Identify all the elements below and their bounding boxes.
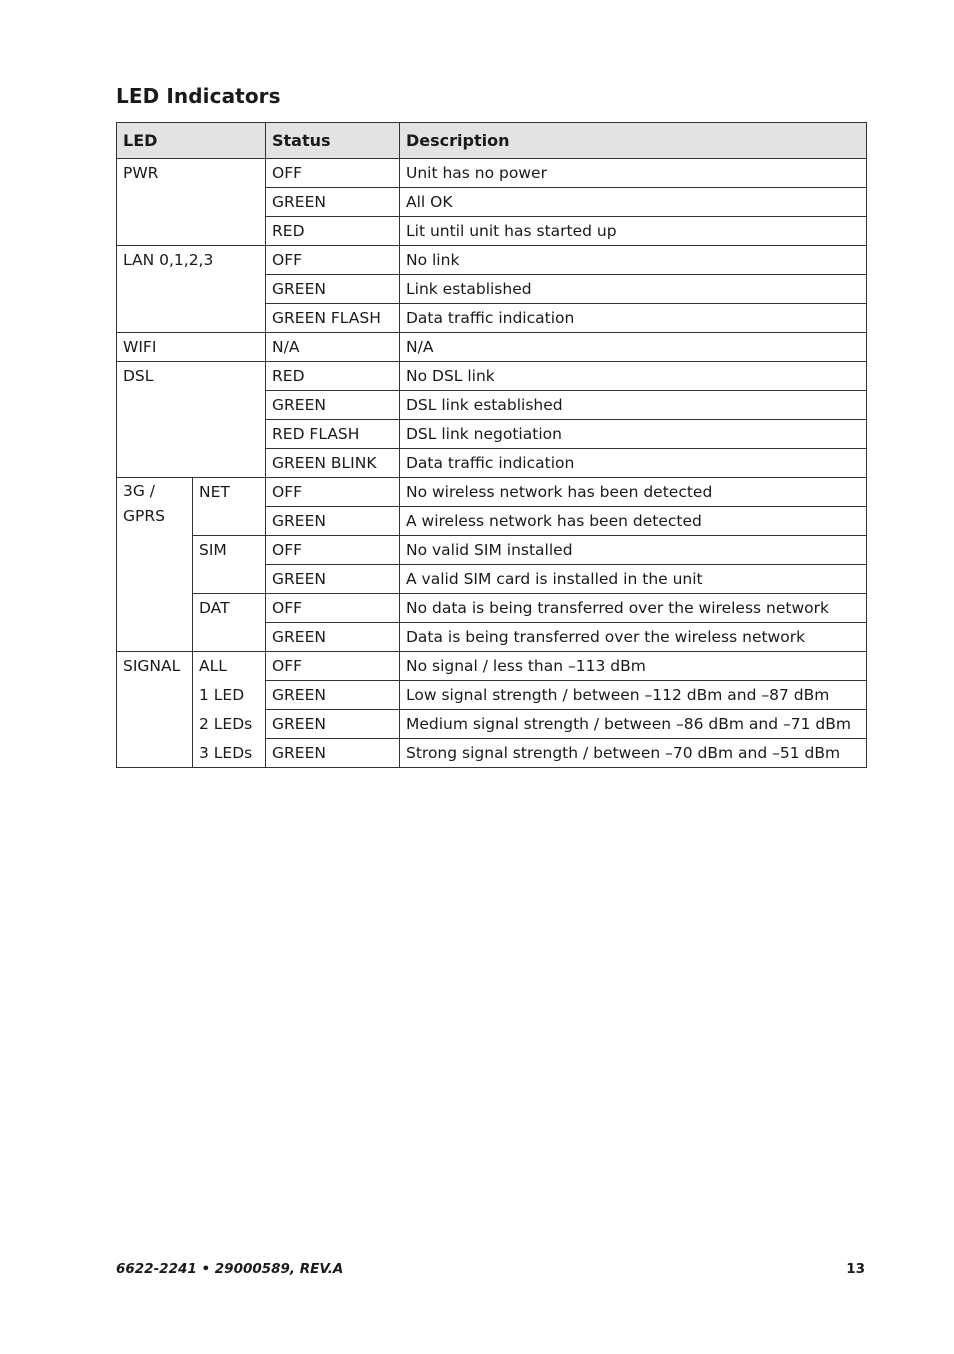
footer-page-number: 13 xyxy=(846,1261,865,1277)
page-title: LED Indicators xyxy=(116,84,281,108)
description-cell: DSL link established xyxy=(400,391,867,420)
sub-led-net: NET xyxy=(193,478,266,536)
sub-led-sim: SIM xyxy=(193,536,266,594)
description-cell: No DSL link xyxy=(400,362,867,391)
description-cell: Link established xyxy=(400,275,867,304)
status-cell: OFF xyxy=(266,159,400,188)
status-cell: N/A xyxy=(266,333,400,362)
table-header-row xyxy=(117,123,867,159)
status-cell: RED FLASH xyxy=(266,420,400,449)
table-row xyxy=(117,246,867,275)
status-cell: OFF xyxy=(266,536,400,565)
description-cell: No valid SIM installed xyxy=(400,536,867,565)
status-cell: GREEN xyxy=(266,565,400,594)
led-name-lan: LAN 0,1,2,3 xyxy=(117,246,266,333)
status-cell: GREEN xyxy=(266,275,400,304)
description-cell: Unit has no power xyxy=(400,159,867,188)
led-name-signal: SIGNAL xyxy=(117,652,193,768)
led-name-pwr: PWR xyxy=(117,159,266,246)
led-name-dsl: DSL xyxy=(117,362,266,478)
sub-led-signal: 3 LEDs xyxy=(193,739,266,768)
status-cell: OFF xyxy=(266,478,400,507)
header-description: Description xyxy=(400,123,867,159)
status-cell: GREEN xyxy=(266,710,400,739)
status-cell: RED xyxy=(266,217,400,246)
footer-document-number: 6622-2241 • 29000589, REV.A xyxy=(116,1261,344,1277)
status-cell: GREEN xyxy=(266,188,400,217)
status-cell: GREEN xyxy=(266,739,400,768)
sub-led-signal: ALL xyxy=(193,652,266,681)
table-row xyxy=(117,652,867,681)
status-cell: GREEN xyxy=(266,391,400,420)
header-led: LED xyxy=(117,123,266,159)
description-cell: Low signal strength / between –112 dBm and –87 dBm xyxy=(400,681,867,710)
sub-led-signal: 2 LEDs xyxy=(193,710,266,739)
description-cell: No link xyxy=(400,246,867,275)
header-status: Status xyxy=(266,123,400,159)
sub-led-dat: DAT xyxy=(193,594,266,652)
description-cell: Strong signal strength / between –70 dBm and –51 dBm xyxy=(400,739,867,768)
status-cell: GREEN xyxy=(266,507,400,536)
table-row xyxy=(117,681,867,710)
table-row xyxy=(117,159,867,188)
status-cell: GREEN xyxy=(266,623,400,652)
description-cell: No signal / less than –113 dBm xyxy=(400,652,867,681)
description-cell: N/A xyxy=(400,333,867,362)
status-cell: RED xyxy=(266,362,400,391)
led-indicators-table xyxy=(116,122,867,768)
description-cell: No data is being transferred over the wireless network xyxy=(400,594,867,623)
table-row xyxy=(117,739,867,768)
table-row xyxy=(117,478,867,507)
table-row xyxy=(117,536,867,565)
led-name-wifi: WIFI xyxy=(117,333,266,362)
status-cell: GREEN BLINK xyxy=(266,449,400,478)
description-cell: DSL link negotiation xyxy=(400,420,867,449)
status-cell: OFF xyxy=(266,246,400,275)
description-cell: A valid SIM card is installed in the unit xyxy=(400,565,867,594)
table-row xyxy=(117,594,867,623)
table-row xyxy=(117,362,867,391)
status-cell: OFF xyxy=(266,652,400,681)
table-row xyxy=(117,710,867,739)
status-cell: OFF xyxy=(266,594,400,623)
led-name-3g-gprs: 3G / GPRS xyxy=(117,478,193,652)
description-cell: Data traffic indication xyxy=(400,449,867,478)
sub-led-signal: 1 LED xyxy=(193,681,266,710)
description-cell: Medium signal strength / between –86 dBm and –71 dBm xyxy=(400,710,867,739)
status-cell: GREEN xyxy=(266,681,400,710)
description-cell: All OK xyxy=(400,188,867,217)
description-cell: Data traffic indication xyxy=(400,304,867,333)
description-cell: Data is being transferred over the wireless network xyxy=(400,623,867,652)
table-row xyxy=(117,333,867,362)
description-cell: No wireless network has been detected xyxy=(400,478,867,507)
description-cell: Lit until unit has started up xyxy=(400,217,867,246)
description-cell: A wireless network has been detected xyxy=(400,507,867,536)
status-cell: GREEN FLASH xyxy=(266,304,400,333)
